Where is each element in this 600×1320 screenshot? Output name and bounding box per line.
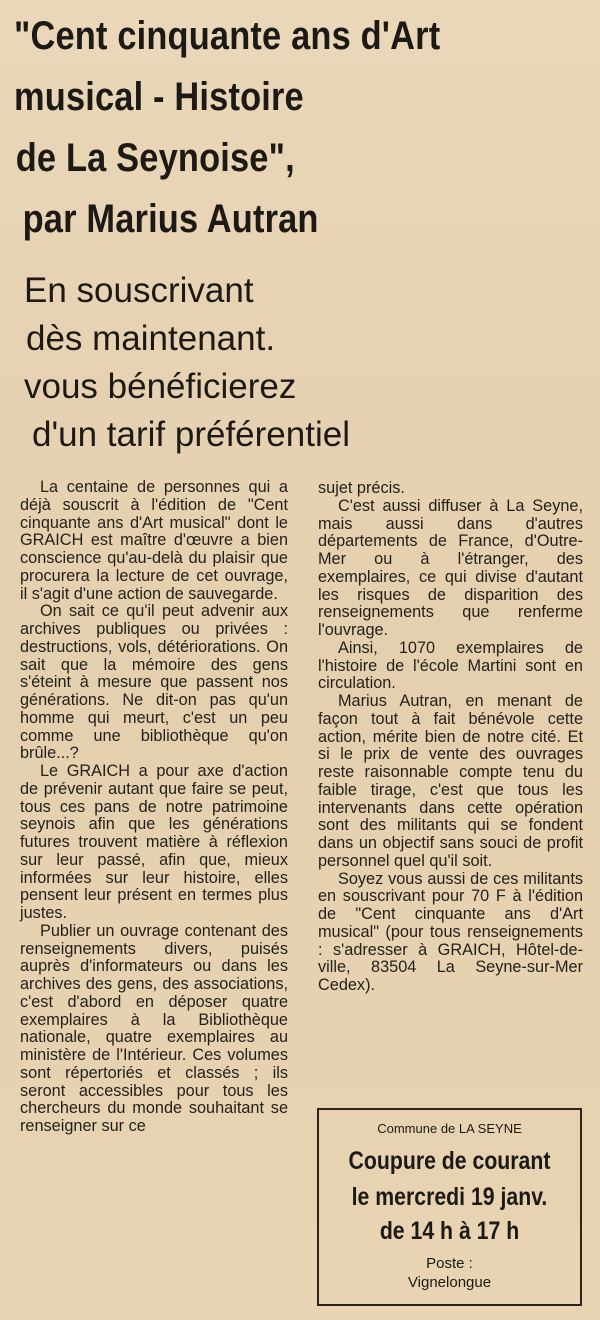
paragraph: On sait ce qu'il peut advenir aux archives publiques ou privées : destructions, vols, détériorations. On sait que la mémoire des gens s'éteint à mesure que passent nos générations. Ne dit-on pas qu'un homme qui meurt, c'est un peu comme une bibliothèque qu'on brûle...? [20, 602, 288, 763]
subhead-line: dès maintenant. [26, 319, 276, 358]
subheadline [24, 267, 584, 459]
paragraph: La centaine de personnes qui a déjà souscrit à l'édition de "Cent cinquante ans d'Art musical" dont le GRAICH est maître d'œuvre a bien conscience qu'au-delà du plaisir que procurera la lecture de cet ouvrage, il s'agit d'une action de sauvegarde. [20, 478, 288, 603]
article-column-1 [20, 479, 288, 1136]
paragraph: Le GRAICH a pour axe d'action de prévenir autant que faire se peut, tous ces pans de notre patrimoine seynois afin que les générations futures trouvent matière à réflexion sur leur passé, afin que, mieux informées sur leur histoire, elles pensent leur présent en termes plus justes. [20, 762, 288, 922]
article-column-2 [318, 480, 583, 995]
paragraph: Marius Autran, en menant de façon tout à fait bénévole cette action, mérite bien de notre cité. Et si le prix de vente des ouvrages reste raisonnable compte tenu du faible tirage, c'est que tous les intervenants dans cette opération sont des militants qui se fondent dans un objectif sans souci de profit personnel quel qu'il soit. [318, 692, 583, 870]
paragraph: sujet précis. [318, 479, 405, 497]
notice-commune: Commune de LA SEYNE [377, 1121, 522, 1136]
paragraph: Ainsi, 1070 exemplaires de l'histoire de l'école Martini sont en circulation. [318, 638, 583, 693]
headline-line: musical - Histoire [14, 75, 304, 119]
notice-title: Coupure de courant [348, 1147, 551, 1175]
paragraph: Soyez vous aussi de ces militants en souscrivant pour 70 F à l'édition de "Cent cinquante ans d'Art musical" (pour tous renseignements : s'adresser à GRAICH, Hôtel-de-ville, 83504 La Seyne-sur-Mer Cedex). [318, 869, 583, 994]
paragraph: Publier un ouvrage contenant des renseignements divers, puisés auprès d'informateurs ou dans les archives des gens, des associations, c'est d'abord en déposer quatre exemplaires à la Bibliothèque nationale, quatre exemplaires au ministère de l'Intérieur. Ces volumes sont répertoriés et classés ; ils seront accessibles pour tous les chercheurs du monde souhaitant se renseigner sur ce [20, 921, 288, 1135]
notice-time: de 14 h à 17 h [379, 1217, 520, 1245]
headline-line: "Cent cinquante ans d'Art [14, 14, 441, 58]
notice-poste-name: Vignelongue [407, 1274, 492, 1291]
headline [14, 6, 496, 250]
paragraph: C'est aussi diffuser à La Seyne, mais aussi dans d'autres départements de France, d'Outre-Mer ou à l'étranger, des exemplaires, ce qui divise d'autant les risques de disparition des renseignements que renferme l'ouvrage. [318, 496, 583, 639]
subhead-line: d'un tarif préférentiel [32, 415, 350, 454]
notice-date: le mercredi 19 janv. [351, 1183, 548, 1211]
notice-poste-label: Poste : [426, 1255, 473, 1272]
subhead-line: vous bénéficierez [24, 367, 297, 406]
subhead-line: En souscrivant [24, 271, 254, 310]
power-cut-notice [317, 1108, 582, 1306]
headline-line: par Marius Autran [22, 197, 319, 241]
headline-line: de La Seynoise", [15, 136, 295, 180]
